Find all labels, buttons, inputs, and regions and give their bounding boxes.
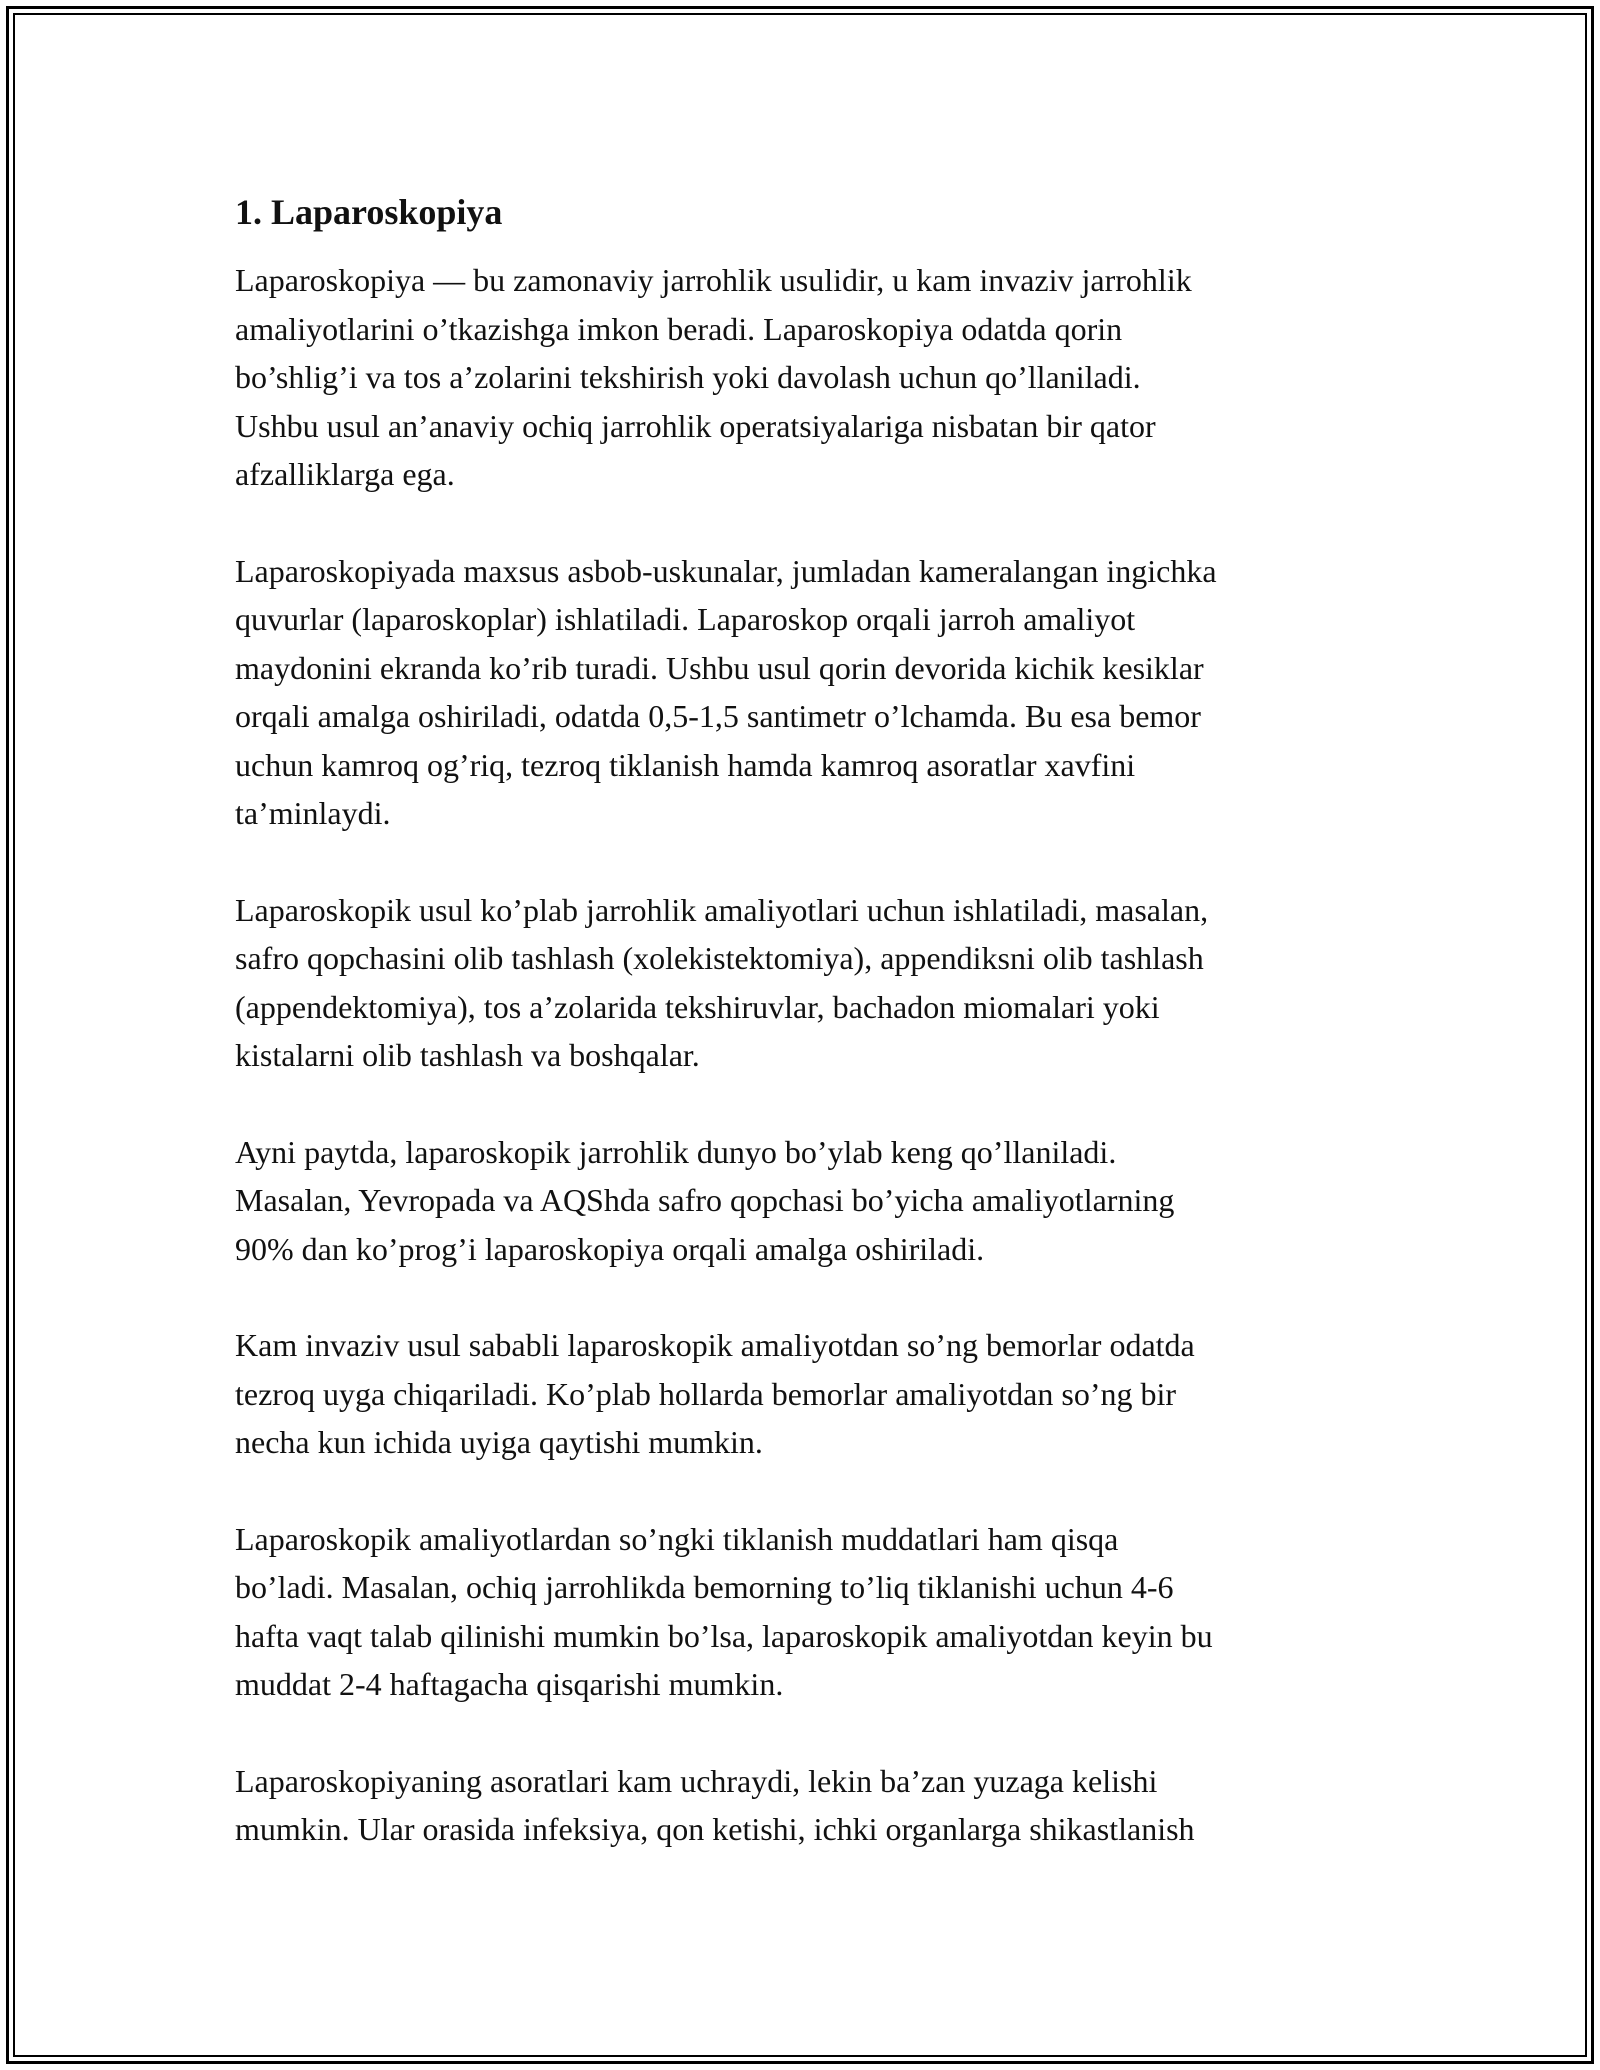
text-line: tezroq uyga chiqariladi. Ko’plab hollarda bemorlar amaliyotdan so’ng bir [235, 1375, 1177, 1412]
text-line: Laparoskopik amaliyotlardan so’ngki tiklanish muddatlari ham qisqa [235, 1520, 1119, 1557]
document-body [235, 187, 1385, 1902]
text-line: mumkin. Ular orasida infeksiya, qon ketishi, ichki organlarga shikastlanish [235, 1811, 1195, 1847]
text-line: Laparoskopiya — bu zamonaviy jarrohlik usulidir, u kam invaziv jarrohlik [235, 262, 1192, 298]
text-line: afzalliklarga ega. [235, 456, 455, 492]
text-line: orqali amalga oshiriladi, odatda 0,5-1,5 santimetr o’lchamda. Bu esa bemor [235, 698, 1201, 734]
text-line: kistalarni olib tashlash va boshqalar. [235, 1037, 700, 1073]
text-line: Kam invaziv usul sababli laparoskopik amaliyotdan so’ng bemorlar odatda [235, 1327, 1195, 1363]
text-line: necha kun ichida uyiga qaytishi mumkin. [235, 1424, 763, 1460]
text-line: bo’ladi. Masalan, ochiq jarrohlikda bemorning to’liq tiklanishi uchun 4-6 [235, 1569, 1174, 1605]
text-line: maydonini ekranda ko’rib turadi. Ushbu usul qorin devorida kichik kesiklar [235, 649, 1204, 686]
text-line: ta’minlaydi. [235, 795, 391, 831]
text-line: muddat 2-4 haftagacha qisqarishi mumkin. [235, 1666, 784, 1702]
text-line: Ushbu usul an’anaviy ochiq jarrohlik operatsiyalariga nisbatan bir qator [235, 407, 1156, 444]
text-line: Ayni paytda, laparoskopik jarrohlik dunyo bo’ylab keng qo’llaniladi. [235, 1133, 1117, 1170]
paragraph-3 [235, 886, 1385, 1080]
text-line: uchun kamroq og’riq, tezroq tiklanish hamda kamroq asoratlar xavfini [235, 746, 1136, 783]
text-line: Masalan, Yevropada va AQShda safro qopchasi bo’yicha amaliyotlarning [235, 1182, 1175, 1218]
text-line: hafta vaqt talab qilinishi mumkin bo’lsa, laparoskopik amaliyotdan keyin bu [235, 1617, 1213, 1654]
text-line: amaliyotlarini o’tkazishga imkon beradi. Laparoskopiya odatda qorin [235, 310, 1123, 347]
text-line: bo’shlig’i va tos a’zolarini tekshirish yoki davolash uchun qo’llaniladi. [235, 359, 1141, 395]
text-line: quvurlar (laparoskoplar) ishlatiladi. Laparoskop orqali jarroh amaliyot [235, 601, 1136, 637]
paragraph-5 [235, 1321, 1385, 1467]
paragraph-2 [235, 547, 1385, 838]
paragraph-6 [235, 1515, 1385, 1709]
paragraph-4 [235, 1128, 1385, 1274]
text-line: Laparoskopiyaning asoratlari kam uchraydi, lekin ba’zan yuzaga kelishi [235, 1762, 1158, 1799]
text-line: Laparoskopik usul ko’plab jarrohlik amaliyotlari uchun ishlatiladi, masalan, [235, 891, 1209, 928]
paragraph-7 [235, 1757, 1385, 1854]
text-line: (appendektomiya), tos a’zolarida tekshiruvlar, bachadon miomalari yoki [235, 988, 1160, 1025]
text-line: safro qopchasini olib tashlash (xolekistektomiya), appendiksni olib tashlash [235, 940, 1204, 976]
text-line: 90% dan ko’prog’i laparoskopiya orqali amalga oshiriladi. [235, 1230, 985, 1267]
section-heading: 1. Laparoskopiya [235, 192, 503, 232]
text-line: Laparoskopiyada maxsus asbob-uskunalar, jumladan kameralangan ingichka [235, 552, 1217, 589]
paragraph-1 [235, 256, 1385, 499]
